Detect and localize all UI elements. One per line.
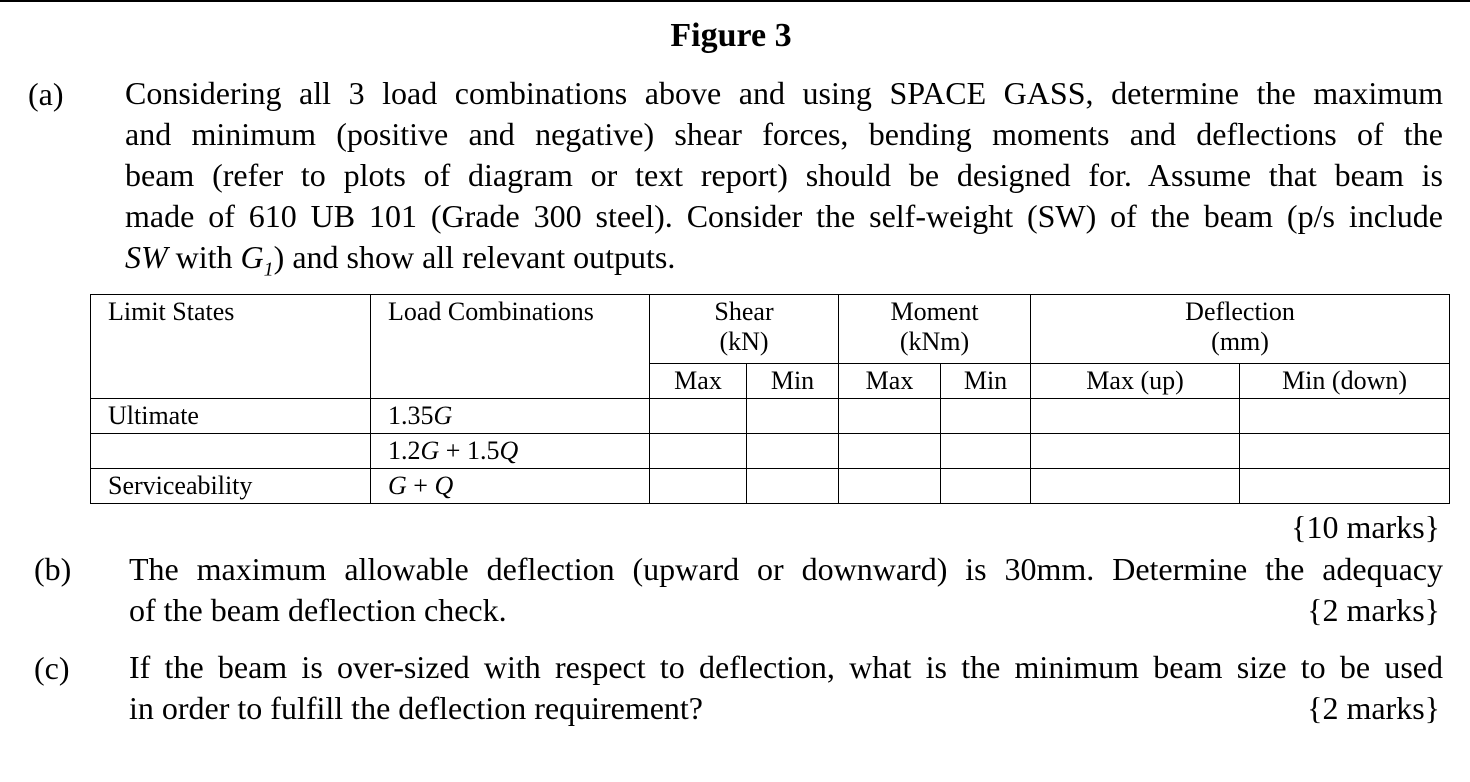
part-b-marks: {2 marks} xyxy=(1307,592,1440,628)
part-c-line-2: in order to fulfill the deflection requirement? xyxy=(129,690,703,726)
table-row xyxy=(91,399,1450,434)
combo-variable: G xyxy=(388,471,407,500)
moment-max-cell[interactable] xyxy=(839,434,941,469)
header-limit-states: Limit States xyxy=(91,295,371,399)
row-load-combination xyxy=(371,434,650,469)
header-shear-label: Shear xyxy=(714,297,774,326)
moment-min-cell[interactable] xyxy=(941,434,1031,469)
combo-variable: G xyxy=(420,436,440,465)
g-symbol: G xyxy=(240,239,264,275)
table-row xyxy=(91,469,1450,504)
row-limit-state: Ultimate xyxy=(91,399,371,434)
combo-operator: + 1.5 xyxy=(439,436,500,465)
with-text: with xyxy=(167,239,241,275)
subheader-deflection-min: Min (down) xyxy=(1240,364,1450,399)
part-a-question xyxy=(125,73,1443,281)
part-c-line-1: If the beam is over-sized with respect to deflection, what is the minimum beam size to be used xyxy=(129,649,1443,685)
combo-factor: 1.2 xyxy=(388,436,421,465)
shear-max-cell[interactable] xyxy=(650,399,747,434)
subheader-moment-max: Max xyxy=(839,364,941,399)
deflection-max-cell[interactable] xyxy=(1031,399,1240,434)
figure-title: Figure 3 xyxy=(670,17,792,54)
row-load-combination xyxy=(371,399,650,434)
row-limit-state xyxy=(91,434,371,469)
combo-variable: G xyxy=(433,401,453,430)
part-a-label: (a) xyxy=(28,76,64,112)
header-load-combinations: Load Combinations xyxy=(371,295,650,399)
table-row xyxy=(91,434,1450,469)
header-deflection xyxy=(1031,295,1450,364)
moment-min-cell[interactable] xyxy=(941,469,1031,504)
subheader-moment-min: Min xyxy=(941,364,1031,399)
subheader-shear-min: Min xyxy=(747,364,839,399)
shear-max-cell[interactable] xyxy=(650,469,747,504)
part-b-line-1: The maximum allowable deflection (upward or downward) is 30mm. Determine the adequacy xyxy=(129,551,1443,587)
header-moment xyxy=(839,295,1031,364)
header-shear-unit: (kN) xyxy=(719,327,769,356)
rest-text: ) and show all relevant outputs. xyxy=(273,239,676,275)
header-moment-unit: (kNm) xyxy=(899,327,970,356)
deflection-max-cell[interactable] xyxy=(1031,434,1240,469)
header-deflection-label: Deflection xyxy=(1185,297,1295,326)
part-a-line-5 xyxy=(125,237,1443,281)
part-a-line-2: and minimum (positive and negative) shear forces, bending moments and deflections of the xyxy=(125,116,1443,152)
part-a-line-1: Considering all 3 load combinations above and using SPACE GASS, determine the maximum xyxy=(125,75,1443,111)
combo-variable-2: Q xyxy=(434,471,454,500)
subheader-shear-max: Max xyxy=(650,364,747,399)
row-limit-state: Serviceability xyxy=(91,469,371,504)
shear-min-cell[interactable] xyxy=(747,399,839,434)
deflection-max-cell[interactable] xyxy=(1031,469,1240,504)
header-deflection-unit: (mm) xyxy=(1211,327,1269,356)
sw-symbol: SW xyxy=(125,239,168,275)
results-table xyxy=(90,294,1450,504)
header-shear xyxy=(650,295,839,364)
top-border-line xyxy=(0,0,1470,2)
part-a-line-3: beam (refer to plots of diagram or text report) should be designed for. Assume that beam is xyxy=(125,157,1443,193)
shear-min-cell[interactable] xyxy=(747,434,839,469)
combo-operator: + xyxy=(406,471,435,500)
part-c-label: (c) xyxy=(34,650,70,686)
deflection-min-cell[interactable] xyxy=(1240,469,1450,504)
part-a-line-4: made of 610 UB 101 (Grade 300 steel). Consider the self-weight (SW) of the beam (p/s include xyxy=(125,198,1443,234)
moment-min-cell[interactable] xyxy=(941,399,1031,434)
g-subscript: 1 xyxy=(263,258,274,281)
combo-factor: 1.35 xyxy=(388,401,434,430)
part-b-line-2: of the beam deflection check. xyxy=(129,592,507,628)
part-b-label: (b) xyxy=(34,551,72,587)
subheader-deflection-max: Max (up) xyxy=(1031,364,1240,399)
row-load-combination xyxy=(371,469,650,504)
moment-max-cell[interactable] xyxy=(839,399,941,434)
moment-max-cell[interactable] xyxy=(839,469,941,504)
header-moment-label: Moment xyxy=(890,297,979,326)
shear-max-cell[interactable] xyxy=(650,434,747,469)
part-c-marks: {2 marks} xyxy=(1307,690,1440,726)
part-a-marks: {10 marks} xyxy=(1291,509,1440,545)
part-b-question xyxy=(129,549,1443,631)
shear-min-cell[interactable] xyxy=(747,469,839,504)
deflection-min-cell[interactable] xyxy=(1240,434,1450,469)
deflection-min-cell[interactable] xyxy=(1240,399,1450,434)
part-c-question xyxy=(129,647,1443,729)
combo-variable-2: Q xyxy=(499,436,519,465)
